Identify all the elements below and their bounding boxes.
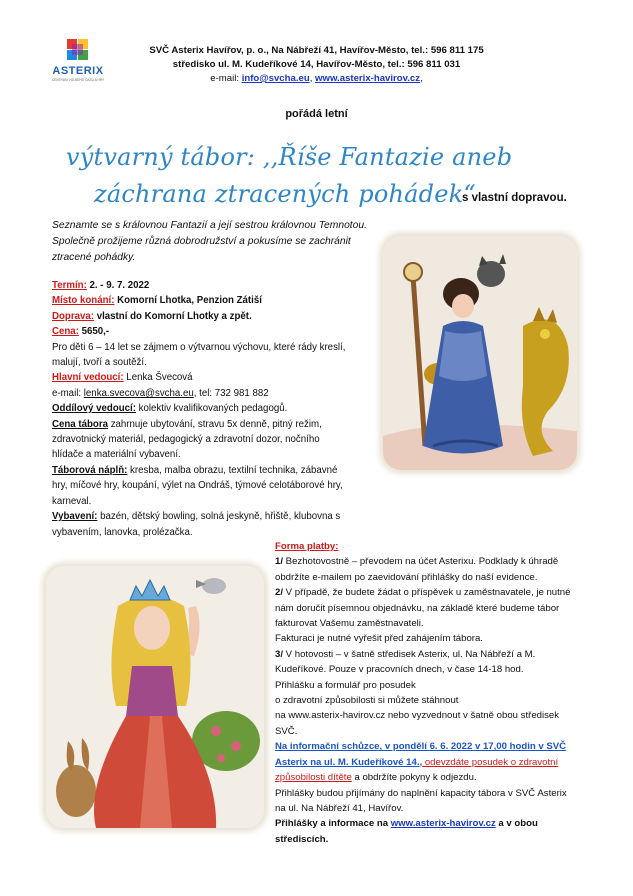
place-value: Komorní Lhotka, Penzion Zátiší bbox=[114, 295, 262, 307]
form-line-2: o zdravotní způsobilosti si můžete stáhnout bbox=[275, 695, 459, 707]
payment-2-text: V případě, že budete žádat o příspěvek u zaměstnavatele, je nutné nám doručit písemnou objednávku, na základě které budeme tábor fakturovat Vašemu zaměstnavateli. bbox=[275, 587, 571, 630]
leader-label: Hlavní vedoucí: bbox=[52, 372, 124, 384]
leader-email[interactable]: lenka.svecova@svcha.eu bbox=[83, 387, 194, 399]
payment-info bbox=[275, 539, 575, 847]
final-suffix: a v obou střediscích. bbox=[275, 818, 538, 845]
payment-3-text: V hotovosti – v šatně středisek Asterix, ul. Na Nábřeží a M. Kudeříkové. Pouze v pracovních dnech, v čase 14-18 hod. bbox=[275, 648, 536, 676]
logo-name: ASTERIX bbox=[52, 65, 104, 77]
header-address-2: středisko ul. M. Kudeříkové 14, Havířov-Město, tel.: 596 811 031 bbox=[172, 59, 461, 70]
price-value: 5650,- bbox=[78, 326, 110, 338]
intro-text: Seznamte se s královnou Fantazií a její sestrou královnou Temnotou. Společně prožijeme různá dobrodružství a pokusíme se zachránit ztracené pohádky. bbox=[52, 220, 367, 263]
payment-2-note: Fakturaci je nutné vyřešit před zahájením tábora. bbox=[275, 633, 483, 645]
capacity-text: Přihlášky budou přijímány do naplnění kapacity tábora v SVČ Asterix na ul. Na Nábřeží 41, Havířov. bbox=[275, 787, 567, 814]
leader-value: Lenka Švecová bbox=[123, 372, 193, 384]
program-value: kresba, malba obrazu, textilní technika, zábavné hry, míčové hry, koupání, výlet na Ondráš, týmové celotáborové hry, karneval. bbox=[52, 464, 343, 507]
transport-label: Doprava: bbox=[52, 310, 94, 322]
queen-darkness-drawing-icon bbox=[383, 236, 577, 470]
final-prefix: Přihlášky a informace na bbox=[275, 818, 391, 830]
contact-prefix: e-mail: bbox=[52, 387, 84, 399]
price-covers-value: zahrnuje ubytování, stravu 5x denně, pitný režim, zdravotnický materiál, pedagogický a zdravotní dozor, nočního hlídače a materiální vybavení. bbox=[52, 418, 322, 461]
form-line-3: na www.asterix-havirov.cz nebo vyzvednout v šatně obou středisek SVČ. bbox=[275, 710, 560, 737]
camp-info bbox=[52, 278, 352, 540]
payment-3-num: 3/ bbox=[275, 648, 284, 660]
meeting-text: Na informační schůzce, v pondělí 6. 6. 2022 v 17,00 hodin v SVČ Asterix na ul. M. Kudeříkové 14., bbox=[275, 741, 567, 768]
queen-fantasy-drawing-icon bbox=[46, 566, 264, 828]
payment-2-num: 2/ bbox=[275, 587, 284, 599]
logo-tagline: CENTRUM VOLNÉHO ČASU A HRY bbox=[51, 78, 105, 82]
contact-trail: , bbox=[420, 73, 423, 84]
transport-value: vlastní do Komorní Lhotky a zpět. bbox=[94, 310, 252, 322]
meeting-end: a obdržíte pokyny k odjezdu. bbox=[351, 772, 477, 784]
staff-label: Oddílový vedoucí: bbox=[52, 403, 136, 415]
illustration-queen-darkness bbox=[383, 236, 577, 470]
contact-sep: , bbox=[309, 73, 316, 84]
email-prefix: e-mail: bbox=[210, 73, 242, 84]
transport-note: s vlastní dopravou. bbox=[462, 192, 567, 204]
email-link[interactable]: info@svcha.eu bbox=[241, 73, 310, 84]
payment-1-num: 1/ bbox=[275, 556, 284, 568]
price-label: Cena: bbox=[52, 326, 79, 338]
meeting-health-note: odevzdáte posudek o zdravotní způsobilosti dítěte bbox=[275, 756, 559, 784]
equipment-value: bazén, dětský bowling, solná jeskyně, hřiště, klubovna s vybavením, lanovka, prolézačka. bbox=[52, 511, 341, 538]
price-covers-label: Cena tábora bbox=[52, 418, 108, 430]
leader-phone: , tel: 732 981 882 bbox=[193, 387, 269, 399]
staff-value: kolektiv kvalifikovaných pedagogů. bbox=[135, 403, 288, 415]
camp-title-line2: záchrana ztracených pohádek“ bbox=[94, 180, 476, 208]
camp-title-line1: výtvarný tábor: ,,Říše Fantazie aneb bbox=[66, 143, 513, 171]
program-label: Táborová náplň: bbox=[52, 464, 128, 476]
form-line-1: Přihlášku a formulář pro posudek bbox=[275, 679, 416, 691]
web-link[interactable]: www.asterix-havirov.cz bbox=[315, 73, 421, 84]
header-contacts bbox=[0, 72, 633, 85]
illustration-queen-fantasy bbox=[46, 566, 264, 828]
term-value: 2. - 9. 7. 2022 bbox=[86, 280, 150, 291]
payment-1-text: Bezhotovostně – převodem na účet Asterixu. Podklady k úhradě obdržíte e-mailem po zaevidování přihlášky do naší evidence. bbox=[275, 556, 559, 583]
payment-heading: Forma platby: bbox=[275, 541, 339, 552]
header-address-1: SVČ Asterix Havířov, p. o., Na Nábřeží 41, Havířov-Město, tel.: 596 811 175 bbox=[149, 45, 484, 56]
organizes-text: pořádá letní bbox=[285, 108, 348, 120]
term-label: Termín: bbox=[52, 280, 87, 291]
equipment-label: Vybavení: bbox=[52, 511, 98, 523]
kids-text: Pro děti 6 – 14 let se zájmem o výtvarnou výchovu, které rády kreslí, malují, tvoří a soutěží. bbox=[52, 341, 346, 369]
place-label: Místo konání: bbox=[52, 295, 115, 307]
final-web-link[interactable]: www.asterix-havirov.cz bbox=[390, 818, 496, 830]
